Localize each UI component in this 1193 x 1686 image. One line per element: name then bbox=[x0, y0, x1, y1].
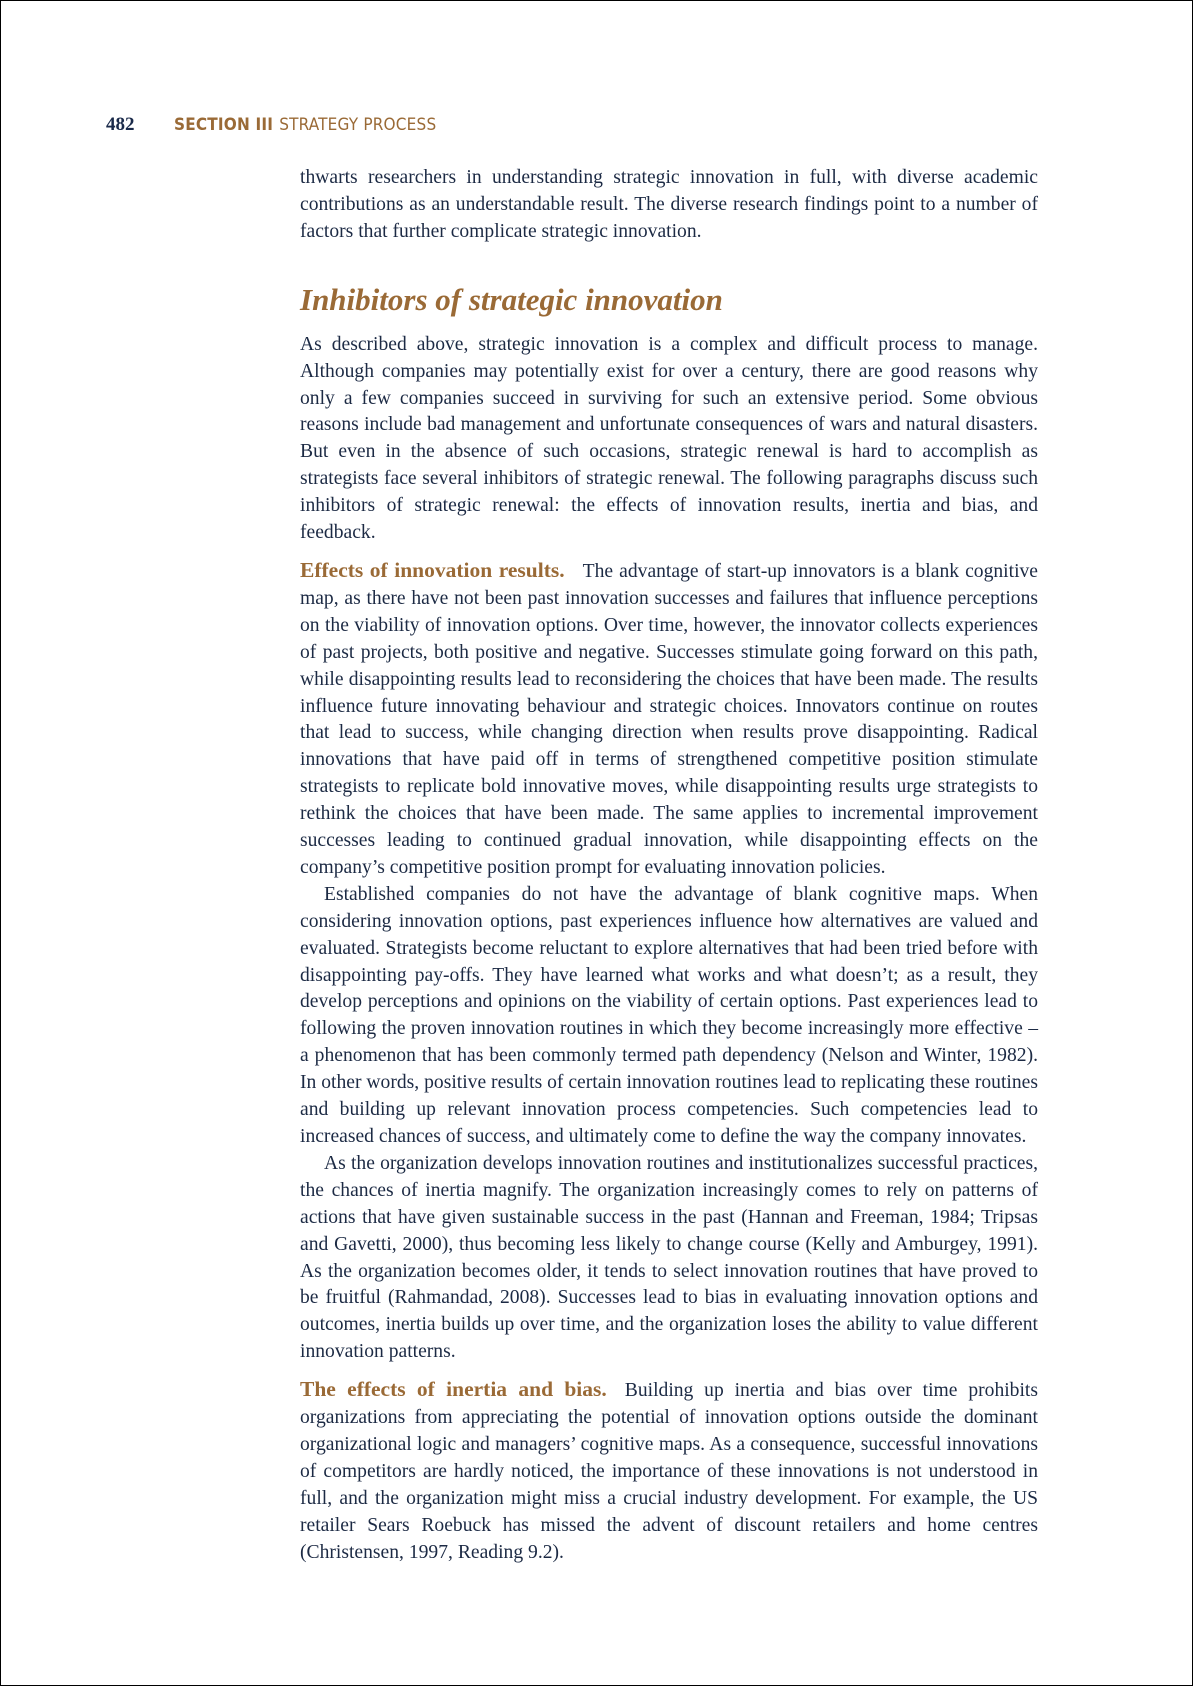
subsection-1-first-paragraph bbox=[300, 557, 1038, 882]
subsection-1-paragraph: Established companies do not have the advantage of blank cognitive maps. When considering innovation options, past experiences influence how alternatives are valued and evaluated. Strategists become reluctant to explore alternatives that had been tried before with disappointing pay-offs. They have learned what works and what doesn’t; as a result, they develop perceptions and opinions on the viability of certain options. Past experiences lead to following the proven innovation routines in which they become increasingly more effective – a phenomenon that has been commonly termed path dependency (Nelson and Winter, 1982). In other words, positive results of certain innovation routines lead to replicating these routines and building up relevant innovation process competencies. Such competencies lead to increased chances of success, and ultimately come to define the way the company innovates. bbox=[300, 883, 1038, 1147]
subsection-1-paragraph: As the organization develops innovation routines and institutionalizes successful practices, the chances of inertia magnify. The organization increasingly comes to rely on patterns of actions that have given sustainable success in the past (Hannan and Freeman, 1984; Tripsas and Gavetti, 2000), thus becoming less likely to change course (Kelly and Amburgey, 1991). As the organization becomes older, it tends to select innovation routines that have proved to be fruitful (Rahmandad, 2008). Successes lead to bias in evaluating innovation options and outcomes, inertia builds up over time, and the organization loses the ability to value different innovation patterns. bbox=[300, 1152, 1038, 1363]
section-number: SECTION III bbox=[174, 115, 274, 135]
running-head bbox=[106, 113, 436, 137]
intro-paragraph: thwarts researchers in understanding strategic innovation in full, with diverse academic contributions as an understandable result. The diverse research findings point to a number of factors that further complicate strategic innovation. bbox=[300, 167, 1038, 242]
page-number: 482 bbox=[106, 114, 135, 135]
subsection-1-text: The advantage of start-up innovators is a blank cognitive map, as there have not been past innovation successes and failures that influence perceptions on the viability of innovation options. Over time, however, the innovator collects experiences of past projects, both positive and negative. Successes stimulate going forward on this path, while disappointing results lead to reconsidering the choices that have been made. The results influence future innovating behaviour and strategic choices. Innovators continue on routes that lead to success, while changing direction when results prove disappointing. Radical innovations that have paid off in terms of strengthened competitive position stimulate strategists to replicate bold innovative moves, while disappointing results urge strategists to rethink the choices that have been made. The same applies to incremental improvement successes leading to continued gradual innovation, while disappointing effects on the company’s competitive position prompt for evaluating innovation policies. bbox=[300, 560, 1039, 878]
subsection-2-text: Building up inertia and bias over time prohibits organizations from appreciating the potential of innovation options outside the dominant organizational logic and managers’ cognitive maps. As a consequence, successful innovations of competitors are hardly noticed, the importance of these innovations is not understood in full, and the organization might miss a crucial industry development. For example, the US retailer Sears Roebuck has missed the advent of discount retailers and home centres (Christensen, 1997, Reading 9.2). bbox=[300, 1380, 1038, 1563]
section-label bbox=[174, 115, 436, 135]
section-title: STRATEGY PROCESS bbox=[279, 115, 437, 135]
body-text-column bbox=[300, 165, 1038, 1567]
subsection-1-title: Effects of innovation results. bbox=[300, 557, 565, 582]
heading-paragraph: As described above, strategic innovation is a complex and difficult process to manage. Although companies may potentially exist for over a century, there are good reasons why only a few companies succeed in surviving for such an extensive period. Some obvious reasons include bad management and unfortunate consequences of wars and natural disasters. But even in the absence of such occasions, strategic renewal is hard to accomplish as strategists face several inhibitors of strategic renewal. The following paragraphs discuss such inhibitors of strategic renewal: the effects of innovation results, inertia and bias, and feedback. bbox=[300, 333, 1038, 544]
section-heading: Inhibitors of strategic innovation bbox=[300, 281, 723, 317]
subsection-2-first-paragraph bbox=[300, 1376, 1038, 1566]
subsection-2-title: The effects of inertia and bias. bbox=[300, 1377, 607, 1402]
